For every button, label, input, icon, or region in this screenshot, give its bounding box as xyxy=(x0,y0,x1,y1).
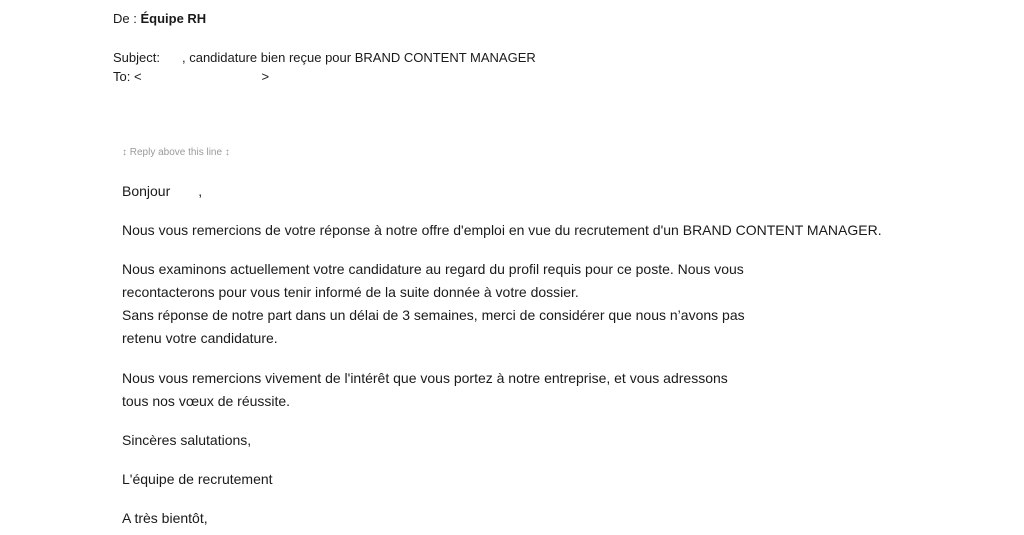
subject-text: , candidature bien reçue pour BRAND CONTENT MANAGER xyxy=(181,50,536,65)
paragraph-wishes xyxy=(122,367,728,413)
paragraph-review-line: recontacterons pour vous tenir informé de la suite donnée à votre dossier. xyxy=(122,284,579,300)
paragraph-wishes-line: tous nos vœux de réussite. xyxy=(122,393,291,409)
greeting-comma: , xyxy=(198,183,203,199)
signoff: A très bientôt, xyxy=(122,510,208,526)
subject-label: Subject: xyxy=(113,50,160,65)
paragraph-review-line: Nous examinons actuellement votre candidature au regard du profil requis pour ce poste. Nous vous xyxy=(122,261,744,277)
closing: Sincères salutations, xyxy=(122,432,252,448)
paragraph-review-line: Sans réponse de notre part dans un délai de 3 semaines, merci de considérer que nous n’avons pas xyxy=(122,307,745,323)
to-line xyxy=(113,69,269,84)
reply-above-marker: ↕ Reply above this line ↕ xyxy=(122,147,230,158)
paragraph-wishes-line: Nous vous remercions vivement de l'intérêt que vous portez à notre entreprise, et vous adressons xyxy=(122,370,728,386)
from-label: De : xyxy=(113,11,141,26)
paragraph-review xyxy=(122,258,745,350)
to-close: > xyxy=(261,69,270,84)
greeting xyxy=(122,180,202,203)
paragraph-review-line: retenu votre candidature. xyxy=(122,330,278,346)
subject-line xyxy=(113,50,536,65)
from-line xyxy=(113,11,206,26)
paragraph-thanks: Nous vous remercions de votre réponse à notre offre d'emploi en vue du recrutement d'un BRAND CONTENT MANAGER. xyxy=(122,222,882,238)
from-name[interactable]: Équipe RH xyxy=(140,11,207,26)
to-label: To: < xyxy=(113,69,142,84)
signature: L'équipe de recrutement xyxy=(122,471,273,487)
greeting-text: Bonjour xyxy=(122,183,171,199)
